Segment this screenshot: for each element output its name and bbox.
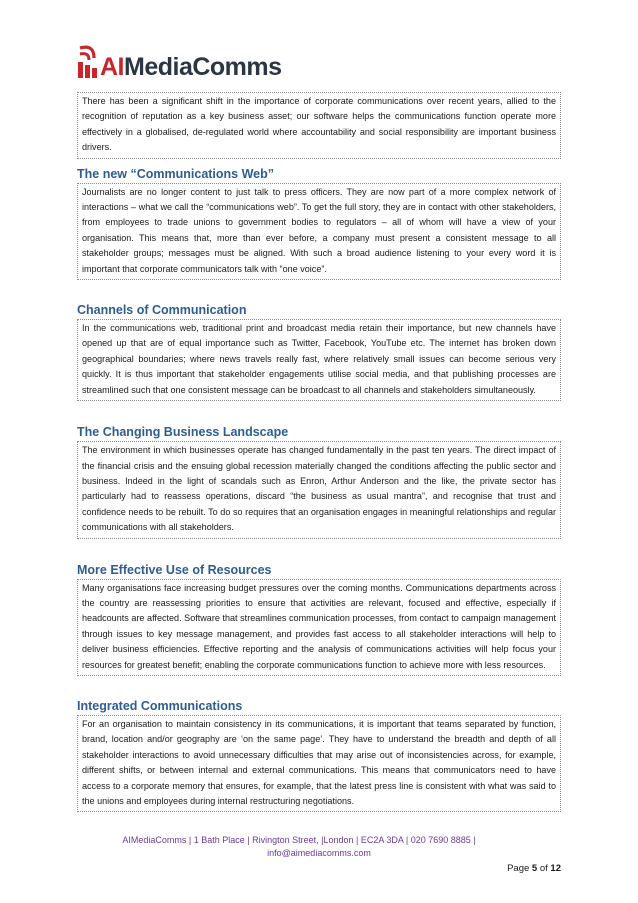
section-paragraph: Journalists are no longer content to just talk to press officers. They are now part of a more complex network of interactions – what we call the “communications web”. To get the full story, they are in contact with other stakeholders, from employees to trade unions to government bodies to regulators – all of whom will have a view of your organisation. This means that, more than ever before, a company must present a consistent message to all stakeholder groups; messages must be aligned. With such a broad audience listening to your every word it is important that corporate communicators talk with “one voice”. <box>77 183 561 280</box>
page-number <box>507 863 561 874</box>
footer-address: AIMediaComms | 1 Bath Place | Rivington Street, |London | EC2A 3DA | 020 7690 8885 | <box>122 835 476 845</box>
section-paragraph: The environment in which businesses operate has changed fundamentally in the past ten years. The direct impact of the financial crisis and the ensuing global recession materially changed the conditions affecting the public sector and business. Indeed in the light of scandals such as Enron, Arthur Anderson and the like, the private sector has particularly had to reassess operations, discard “the business as usual mantra”, and recognise that trust and confidence needs to be rebuilt. To do so requires that an organisation engages in meaningful relationships and regular communications with all stakeholders. <box>77 441 561 538</box>
company-logo <box>76 37 282 83</box>
page-label: Page <box>507 863 530 874</box>
section-paragraph: For an organisation to maintain consistency in its communications, it is important that teams separated by function, brand, location and/or geography are ‘on the same page’. They have to understand the breadth and depth of all stakeholder interactions to avoid unnecessary difficulties that may arise out of inconsistencies across, for example, different shifts, or between internal and external communications. This means that communicators need to have access to a corporate memory that ensures, for example, that the latest press line is consistent with what was said to the unions and employees during internal restructuring negotiations. <box>77 715 561 812</box>
section-communications-web <box>77 167 561 280</box>
document-body <box>77 92 561 812</box>
section-integrated <box>77 699 561 812</box>
section-business-landscape <box>77 425 561 538</box>
page-current: 5 <box>531 863 538 874</box>
logo-wordmark <box>100 53 282 82</box>
section-paragraph: In the communications web, traditional print and broadcast media retain their importance, but new channels have opened up that are of equal importance such as Twitter, Facebook, YouTube etc. The internet has broken down geographical boundaries; where news travels really fast, where relatively small issues can become serious very quickly. It is thus important that stakeholder engagements utilise social media, and that publishing processes are streamlined such that one consistent message can be broadcast to all channels and stakeholders simultaneously. <box>77 319 561 401</box>
section-resources <box>77 563 561 676</box>
section-heading: Channels of Communication <box>77 303 247 318</box>
page-footer <box>77 834 561 860</box>
logo-prefix: AI <box>100 52 124 81</box>
section-heading: The Changing Business Landscape <box>77 425 289 440</box>
section-heading: More Effective Use of Resources <box>77 562 272 577</box>
section-heading: The new “Communications Web” <box>77 166 275 181</box>
intro-paragraph: There has been a significant shift in the importance of corporate communications over recent years, allied to the recognition of reputation as a key business asset; our software helps the communications function operate more effectively in a globalised, de-regulated world where accountability and social responsibility are important business drivers. <box>77 92 561 159</box>
section-paragraph: Many organisations face increasing budget pressures over the coming months. Communications departments across the country are reassessing priorities to ensure that activities are relevant, focused and effective, especially if headcounts are affected. Software that streamlines communication processes, from contact to campaign management through issues to key message management, and provides fast access to all stakeholder interactions will help to deliver business efficiencies. Effective reporting and the analysis of communications activities will help focus your resources for greatest benefit; enabling the corporate communications function to achieve more with less resources. <box>77 579 561 676</box>
footer-email: info@aimediacomms.com <box>267 848 371 858</box>
intro-section <box>77 92 561 159</box>
section-channels <box>77 303 561 401</box>
logo-rest: MediaComms <box>124 52 282 81</box>
page-total: 12 <box>550 863 561 874</box>
section-heading: Integrated Communications <box>77 698 243 713</box>
logo-signal-icon <box>76 40 98 80</box>
page-of: of <box>539 863 548 874</box>
